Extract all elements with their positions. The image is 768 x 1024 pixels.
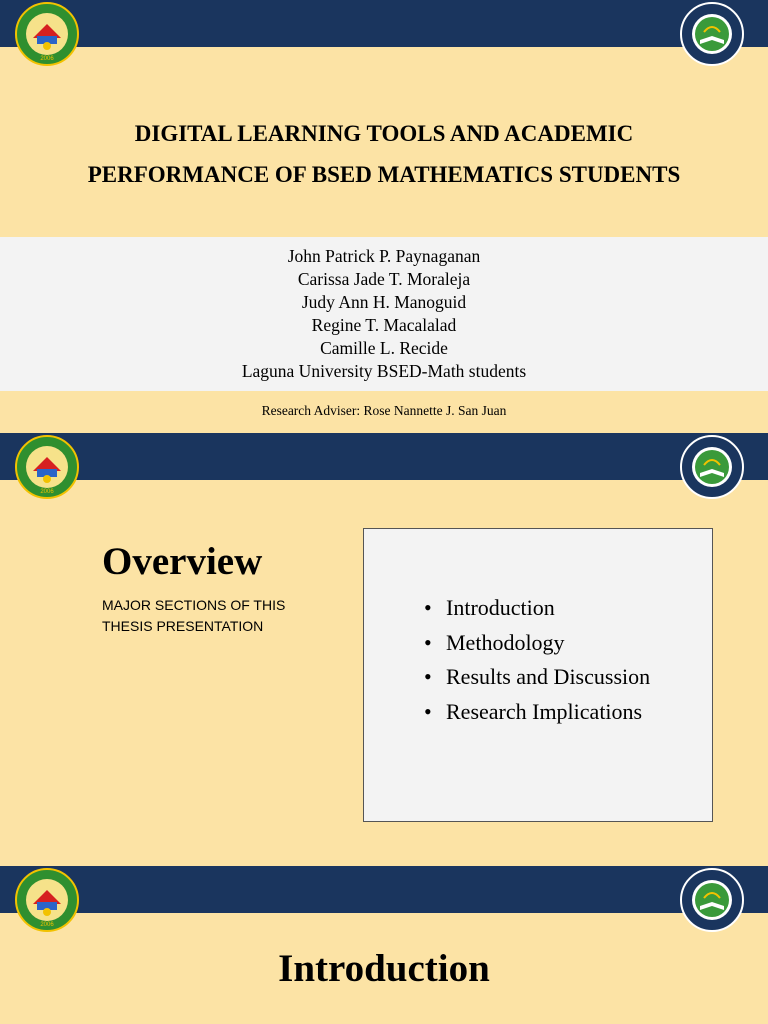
list-item <box>424 591 694 625</box>
bullet-icon: • <box>424 595 432 620</box>
header-band <box>0 433 768 480</box>
laguna-university-seal-icon <box>15 868 79 932</box>
author-name: Camille L. Recide <box>320 338 448 358</box>
author-name: Regine T. Macalalad <box>311 315 457 335</box>
author-name: Judy Ann H. Manoguid <box>301 292 467 312</box>
list-item-label: Results and Discussion <box>446 664 651 689</box>
laguna-university-seal-icon <box>15 2 79 66</box>
svg-text:2006: 2006 <box>40 56 54 62</box>
title-line: DIGITAL LEARNING TOOLS AND ACADEMIC <box>134 121 634 146</box>
college-of-education-seal-icon <box>680 868 744 932</box>
page-title <box>0 113 768 195</box>
introduction-slide <box>0 866 768 1024</box>
header-band <box>0 866 768 913</box>
college-of-education-seal-icon <box>680 435 744 499</box>
bullet-icon: • <box>424 664 432 689</box>
overview-heading: Overview <box>102 540 263 583</box>
laguna-university-seal-icon <box>15 435 79 499</box>
author-name: Carissa Jade T. Moraleja <box>297 269 471 289</box>
bullet-icon: • <box>424 698 432 724</box>
title-line: PERFORMANCE OF BSED MATHEMATICS STUDENTS <box>87 162 681 187</box>
list-item <box>424 626 694 660</box>
authors-panel <box>0 237 768 391</box>
author-affiliation: Laguna University BSED-Math students <box>241 361 527 381</box>
sections-list <box>424 591 694 729</box>
list-item-label: Research Implications <box>446 698 643 724</box>
sections-box <box>363 528 713 822</box>
bullet-icon: • <box>424 629 432 655</box>
author-name: John Patrick P. Paynaganan <box>287 246 481 266</box>
list-item <box>424 695 694 729</box>
title-slide <box>0 0 768 433</box>
college-of-education-seal-icon <box>680 2 744 66</box>
header-band <box>0 0 768 47</box>
svg-text:2006: 2006 <box>40 489 54 495</box>
list-item-label: Introduction <box>446 595 555 620</box>
svg-text:2006: 2006 <box>40 922 54 928</box>
introduction-heading: Introduction <box>278 947 490 990</box>
overview-subtitle: MAJOR SECTIONS OF THIS THESIS PRESENTATION <box>102 597 286 634</box>
list-item-label: Methodology <box>446 629 565 655</box>
research-adviser: Research Adviser: Rose Nannette J. San Juan <box>261 403 507 418</box>
list-item <box>424 660 694 694</box>
overview-slide <box>0 433 768 866</box>
